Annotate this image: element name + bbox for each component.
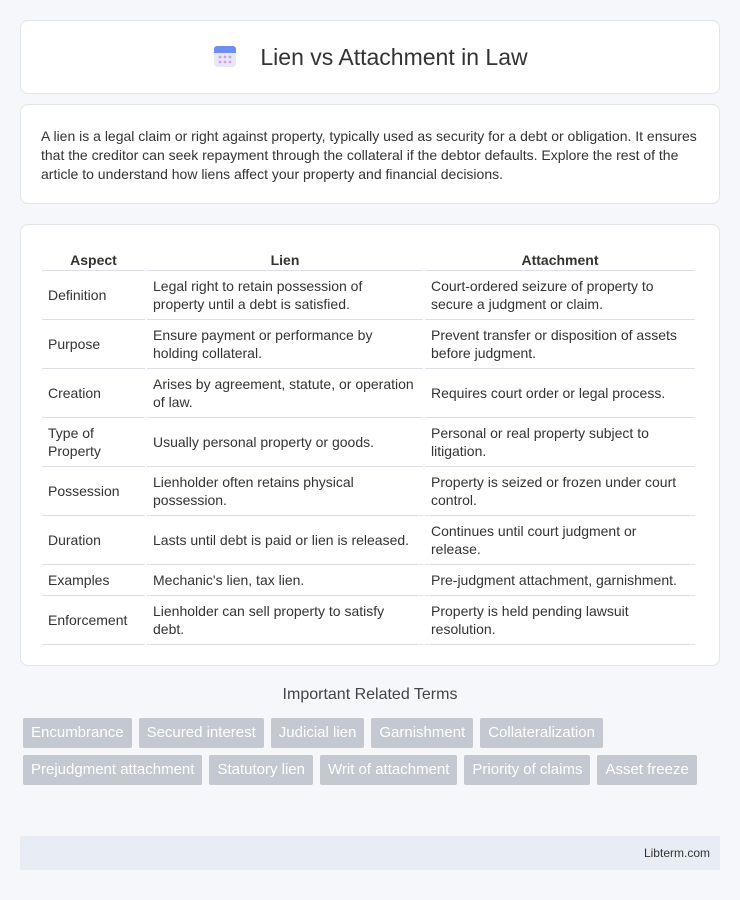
footer-site-link[interactable]: Libterm.com — [643, 846, 710, 860]
table-cell-attachment: Property is held pending lawsuit resolution. — [425, 596, 695, 645]
related-term-tag[interactable]: Writ of attachment — [320, 755, 457, 785]
related-term-tag[interactable]: Garnishment — [371, 718, 473, 748]
table-cell-lien: Lasts until debt is paid or lien is released. — [147, 516, 423, 565]
table-cell-lien: Arises by agreement, statute, or operation of law. — [147, 369, 423, 418]
table-cell-attachment: Court-ordered seizure of property to secure a judgment or claim. — [425, 271, 695, 320]
related-term-tag[interactable]: Collateralization — [480, 718, 603, 748]
footer — [20, 836, 720, 870]
intro-card — [20, 104, 720, 204]
table-cell-lien: Mechanic's lien, tax lien. — [147, 565, 423, 596]
related-term-tag[interactable]: Priority of claims — [464, 755, 590, 785]
header-aspect: Aspect — [42, 245, 145, 271]
related-term-tag[interactable]: Judicial lien — [271, 718, 365, 748]
title-card — [20, 20, 720, 94]
table-row — [42, 418, 695, 467]
comparison-table-card — [20, 224, 720, 666]
related-term-tag[interactable]: Asset freeze — [597, 755, 696, 785]
intro-text: A lien is a legal claim or right against property, typically used as security for a debt or obligation. It ensures that the creditor can seek repayment through the collateral if the debtor defaults. Explore the rest of the article to understand how liens affect your property and financial decisions. — [41, 128, 697, 182]
table-cell-aspect: Examples — [42, 565, 145, 596]
table-cell-aspect: Purpose — [42, 320, 145, 369]
related-terms-list — [23, 718, 723, 792]
table-cell-attachment: Pre-judgment attachment, garnishment. — [425, 565, 695, 596]
table-cell-lien: Lienholder often retains physical possession. — [147, 467, 423, 516]
table-cell-aspect: Type of Property — [42, 418, 145, 467]
table-cell-attachment: Continues until court judgment or release. — [425, 516, 695, 565]
table-row — [42, 467, 695, 516]
table-cell-lien: Lienholder can sell property to satisfy debt. — [147, 596, 423, 645]
table-row — [42, 369, 695, 418]
related-term-tag[interactable]: Encumbrance — [23, 718, 132, 748]
header-lien: Lien — [147, 245, 423, 271]
table-cell-lien: Usually personal property or goods. — [147, 418, 423, 467]
comparison-table — [40, 245, 697, 645]
table-row — [42, 596, 695, 645]
related-term-tag[interactable]: Prejudgment attachment — [23, 755, 202, 785]
table-cell-attachment: Requires court order or legal process. — [425, 369, 695, 418]
related-terms-title: Important Related Terms — [282, 686, 458, 703]
table-row — [42, 565, 695, 596]
table-cell-aspect: Enforcement — [42, 596, 145, 645]
related-term-tag[interactable]: Secured interest — [139, 718, 264, 748]
table-cell-lien: Ensure payment or performance by holding collateral. — [147, 320, 423, 369]
table-cell-attachment: Property is seized or frozen under court control. — [425, 467, 695, 516]
table-cell-aspect: Definition — [42, 271, 145, 320]
calendar-icon — [212, 43, 238, 69]
table-cell-aspect: Duration — [42, 516, 145, 565]
table-row — [42, 271, 695, 320]
table-cell-lien: Legal right to retain possession of property until a debt is satisfied. — [147, 271, 423, 320]
related-term-tag[interactable]: Statutory lien — [209, 755, 313, 785]
table-header-row — [42, 245, 695, 271]
table-cell-aspect: Creation — [42, 369, 145, 418]
table-cell-attachment: Prevent transfer or disposition of assets before judgment. — [425, 320, 695, 369]
header-attachment: Attachment — [425, 245, 695, 271]
table-row — [42, 516, 695, 565]
table-cell-aspect: Possession — [42, 467, 145, 516]
table-cell-attachment: Personal or real property subject to litigation. — [425, 418, 695, 467]
page-title: Lien vs Attachment in Law — [260, 43, 528, 70]
table-row — [42, 320, 695, 369]
